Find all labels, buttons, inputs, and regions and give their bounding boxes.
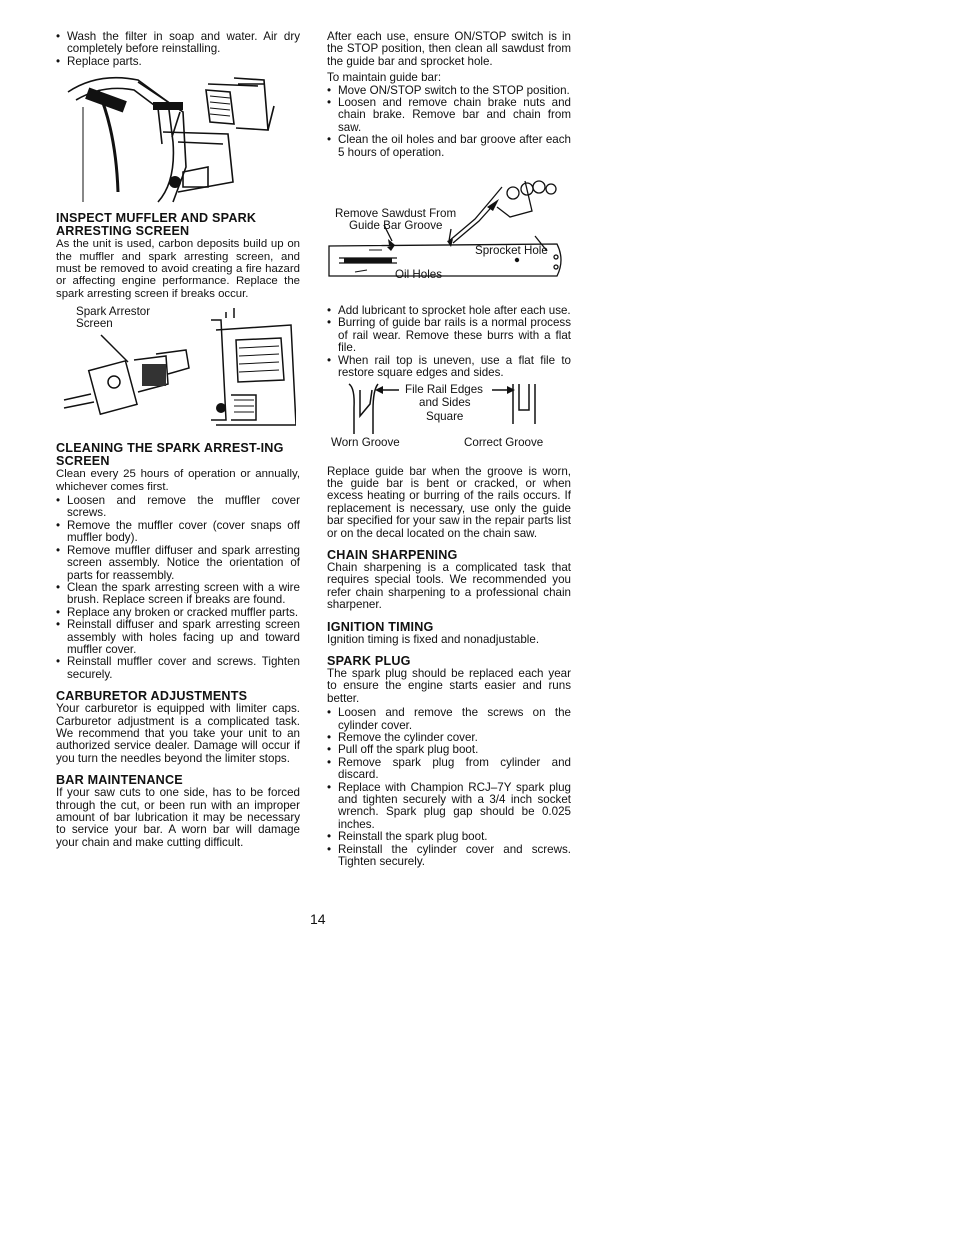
list-item: • Replace with Champion RCJ–7Y spark plug and tighten securely with a 3/4 inch socket wrench. Spark plug gap should be 0.025 inches. [327, 782, 571, 832]
groove-figure [327, 380, 571, 466]
list-item: • Move ON/STOP switch to the STOP position. [327, 85, 571, 97]
spark-plug-bullet-list [327, 707, 571, 868]
list-item: • Wash the filter in soap and water. Air dry completely before reinstalling. [56, 31, 300, 56]
section-body: Ignition timing is fixed and nonadjustable. [327, 632, 540, 646]
after-use-paragraph: After each use, ensure ON/STOP switch is in the STOP position, then clean all sawdust from the guide bar and sprocket hole. [327, 30, 571, 68]
section-heading: BAR MAINTENANCE [56, 773, 183, 788]
figure-label: Sprocket Hole [475, 244, 548, 258]
figure-label: and Sides [419, 395, 471, 409]
section-heading: CLEANING THE SPARK ARREST-ING SCREEN [56, 441, 284, 469]
list-item: • Remove spark plug from cylinder and discard. [327, 757, 571, 782]
section-body: Clean every 25 hours of operation or annually, whichever comes first. [56, 468, 300, 493]
replace-bar-paragraph: Replace guide bar when the groove is worn, the guide bar is bent or cracked, or when excess heating or burring of the rails occurs. If replacement is necessary, use only the guide bar specified for your saw in the repair parts list or on the decal located on the chain saw. [327, 464, 571, 540]
bar-bullet-list [327, 305, 571, 379]
list-item: • Reinstall the cylinder cover and screws. Tighten securely. [327, 844, 571, 869]
figure-label: Worn Groove [331, 435, 400, 449]
list-item: • Burring of guide bar rails is a normal process of rail wear. Remove these burrs with a flat file. [327, 317, 571, 354]
list-item: • Clean the oil holes and bar groove after each 5 hours of operation. [327, 134, 571, 159]
figure-label: File Rail Edges [405, 382, 483, 396]
page-number: 14 [310, 911, 326, 927]
list-item: • Remove the muffler cover (cover snaps off muffler body). [56, 520, 300, 545]
list-item: • Replace any broken or cracked muffler parts. [56, 607, 300, 619]
air-filter-figure [56, 68, 300, 203]
spark-arrestor-figure [56, 300, 300, 433]
figure-label: Correct Groove [464, 435, 544, 449]
list-item: • Loosen and remove chain brake nuts and chain brake. Remove bar and chain from saw. [327, 97, 571, 134]
section-heading: IGNITION TIMING [327, 619, 434, 634]
list-item: • Reinstall muffler cover and screws. Tighten securely. [56, 656, 300, 681]
list-item: • Reinstall the spark plug boot. [327, 831, 571, 843]
left-column [56, 31, 300, 849]
section-body: Chain sharpening is a complicated task that requires special tools. We recommended you refer chain sharpening to a professional chain sharpener. [327, 560, 571, 612]
section-body: As the unit is used, carbon deposits build up on the muffler and spark arresting screen, and must be removed to avoid creating a fire hazard or affecting engine performance. Replace the spark arresting screen if breaks occur. [56, 238, 300, 300]
section-heading: CHAIN SHARPENING [327, 547, 458, 562]
cleaning-bullet-list [56, 495, 300, 681]
list-item: • Remove muffler diffuser and spark arresting screen assembly. Notice the orientation of parts for reassembly. [56, 545, 300, 582]
list-item: • When rail top is uneven, use a flat file to restore square edges and sides. [327, 355, 571, 380]
maintain-bullet-list [327, 85, 571, 159]
figure-label: Guide Bar Groove [349, 219, 443, 233]
air-filter-illustration [58, 72, 288, 207]
intro-bullet-list [56, 31, 300, 68]
section-heading: SPARK PLUG [327, 653, 411, 668]
right-column [327, 31, 571, 868]
list-item: • Clean the spark arresting screen with a wire brush. Replace screen if breaks are found. [56, 582, 300, 607]
section-heading: CARBURETOR ADJUSTMENTS [56, 689, 248, 704]
figure-label: Remove Sawdust From [335, 207, 457, 221]
figure-label: Screen [76, 317, 113, 331]
guide-bar-figure [327, 159, 571, 299]
section-body: If your saw cuts to one side, has to be forced through the cut, or been run with an improper amount of bar lubrication it may be necessary to service your bar. A worn bar will damage your chain and make cutting difficult. [56, 786, 300, 849]
list-item: • Remove the cylinder cover. [327, 732, 571, 744]
list-item: • Loosen and remove the screws on the cylinder cover. [327, 707, 571, 732]
section-heading: INSPECT MUFFLER AND SPARK ARRESTING SCREEN [56, 211, 257, 239]
section-body: Your carburetor is equipped with limiter caps. Carburetor adjustment is a complicated task. We recommend that you take your unit to an authorized service dealer. Damage will occur if you turn the needles beyond the limiter stops. [56, 702, 300, 765]
list-item: • Replace parts. [56, 56, 300, 68]
list-item: • Reinstall diffuser and spark arresting screen assembly with holes facing up and toward muffler cover. [56, 619, 300, 656]
maintain-intro: To maintain guide bar: [327, 71, 442, 85]
list-item: • Pull off the spark plug boot. [327, 744, 571, 756]
spark-arrestor-illustration [56, 300, 296, 433]
figure-label: Square [426, 409, 464, 423]
section-body: The spark plug should be replaced each year to ensure the engine starts easier and runs better. [327, 666, 571, 705]
figure-label: Oil Holes [395, 268, 443, 282]
figure-label: Spark Arrestor [76, 305, 151, 319]
list-item: • Add lubricant to sprocket hole after each use. [327, 305, 571, 317]
list-item: • Loosen and remove the muffler cover screws. [56, 495, 300, 520]
